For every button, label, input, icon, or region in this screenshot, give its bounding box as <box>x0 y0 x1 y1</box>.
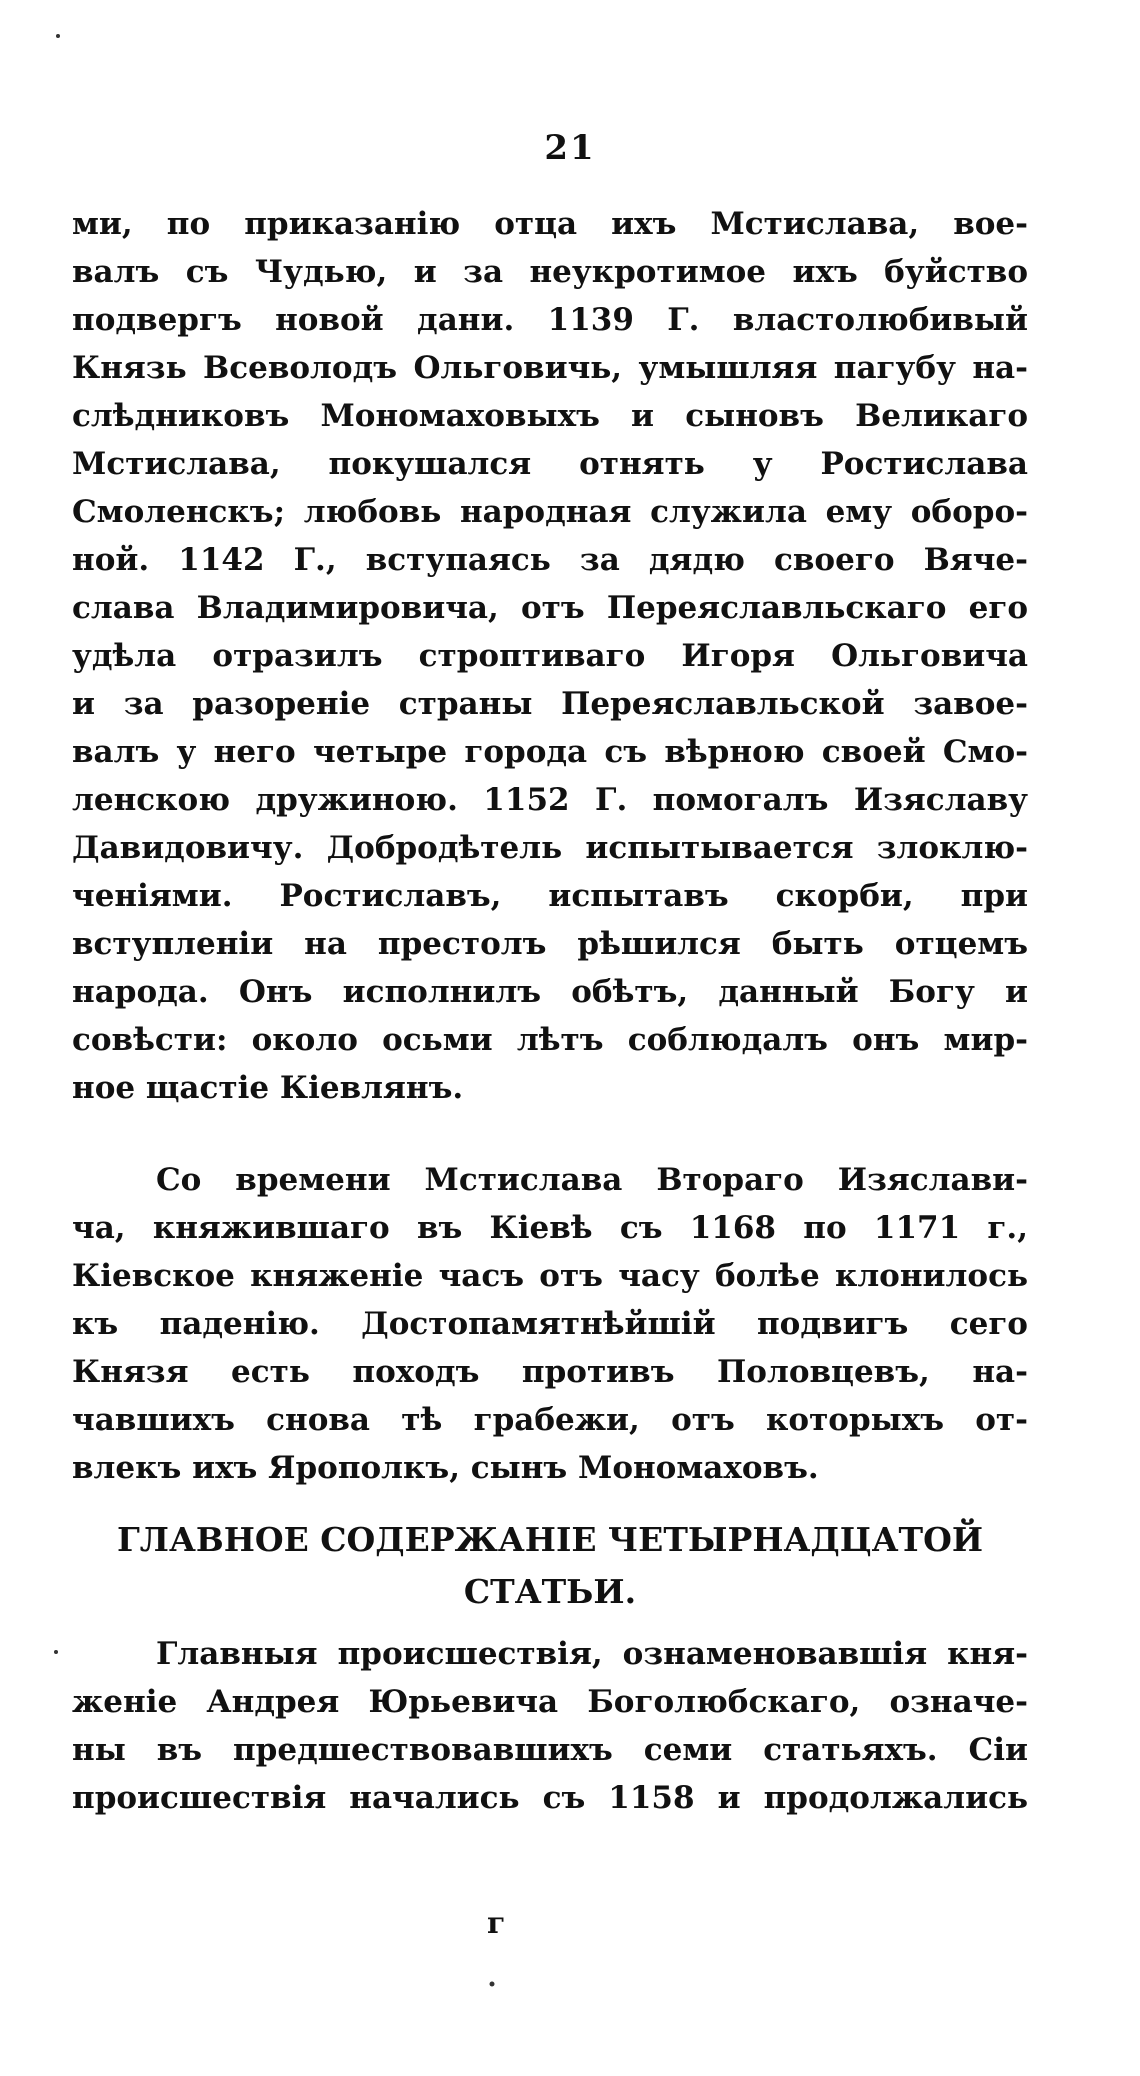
text-line: валъ съ Чудью, и за неукротимое ихъ буйство <box>72 254 1028 290</box>
text-line: ми, по приказанію отца ихъ Мстислава, вое- <box>72 206 1028 242</box>
section-heading <box>72 1514 1028 1618</box>
text-line: Давидовичу. Добродѣтель испытывается злоклю- <box>72 830 1028 866</box>
paragraph-2 <box>72 1156 1028 1492</box>
signature-mark: г <box>487 1906 506 1941</box>
text-line: ча, княжившаго въ Кіевѣ съ 1168 по 1171 г., <box>72 1210 1028 1246</box>
paragraph-3 <box>72 1630 1028 1822</box>
text-line: Кіевское княженіе часъ отъ часу болѣе клонилось <box>72 1258 1028 1294</box>
text-line: къ паденію. Достопамятнѣйшій подвигъ сего <box>72 1306 1028 1342</box>
text-line: слѣдниковъ Мономаховыхъ и сыновъ Великаго <box>72 398 1028 434</box>
heading-line: ГЛАВНОЕ СОДЕРЖАНІЕ ЧЕТЫРНАДЦАТОЙ <box>116 1520 983 1559</box>
speck <box>56 34 60 38</box>
text-line: происшествія начались съ 1158 и продолжались <box>72 1780 1028 1816</box>
text-line: народа. Онъ исполнилъ обѣтъ, данный Богу и <box>72 974 1028 1010</box>
paragraph-1 <box>72 200 1028 1112</box>
page-number: 21 <box>544 128 596 168</box>
text-line: Главныя происшествія, ознаменовавшія кня- <box>156 1636 1028 1672</box>
text-line: Князь Всеволодъ Ольговичь, умышляя пагубу на- <box>72 350 1028 386</box>
text-line: ленскою дружиною. 1152 Г. помогалъ Изяславу <box>72 782 1028 818</box>
text-line: удѣла отразилъ строптиваго Игоря Ольговича <box>72 638 1028 674</box>
text-line: Со времени Мстислава Втораго Изяслави- <box>156 1162 1028 1198</box>
text-line: валъ у него четыре города съ вѣрною своей Смо- <box>72 734 1028 770</box>
text-line: ченіями. Ростиславъ, испытавъ скорби, при <box>72 878 1028 914</box>
speck <box>54 1650 58 1654</box>
text-line: ны въ предшествовавшихъ семи статьяхъ. Сіи <box>72 1732 1028 1768</box>
text-line: женіе Андрея Юрьевича Боголюбскаго, означе- <box>72 1684 1028 1720</box>
text-line: вступленіи на престолъ рѣшился быть отцемъ <box>72 926 1028 962</box>
heading-line: СТАТЬИ. <box>463 1572 637 1611</box>
speck <box>490 1982 495 1987</box>
text-line: и за разореніе страны Переяславльской завое- <box>72 686 1028 722</box>
text-line: Мстислава, покушался отнять у Ростислава <box>72 446 1028 482</box>
text-line: ное щастіе Кіевлянъ. <box>72 1070 464 1106</box>
text-line: совѣсти: около осьми лѣтъ соблюдалъ онъ мир- <box>72 1022 1028 1058</box>
text-line: влекъ ихъ Ярополкъ, сынъ Мономаховъ. <box>72 1450 819 1486</box>
text-line: Смоленскъ; любовь народная служила ему оборо- <box>72 494 1028 530</box>
text-line: подвергъ новой дани. 1139 Г. властолюбивый <box>72 302 1028 338</box>
text-line: ной. 1142 Г., вступаясь за дядю своего Вяче- <box>72 542 1028 578</box>
text-line: слава Владимировича, отъ Переяславльскаго его <box>72 590 1028 626</box>
text-line: чавшихъ снова тѣ грабежи, отъ которыхъ от- <box>72 1402 1028 1438</box>
text-line: Князя есть походъ противъ Половцевъ, на- <box>72 1354 1028 1390</box>
